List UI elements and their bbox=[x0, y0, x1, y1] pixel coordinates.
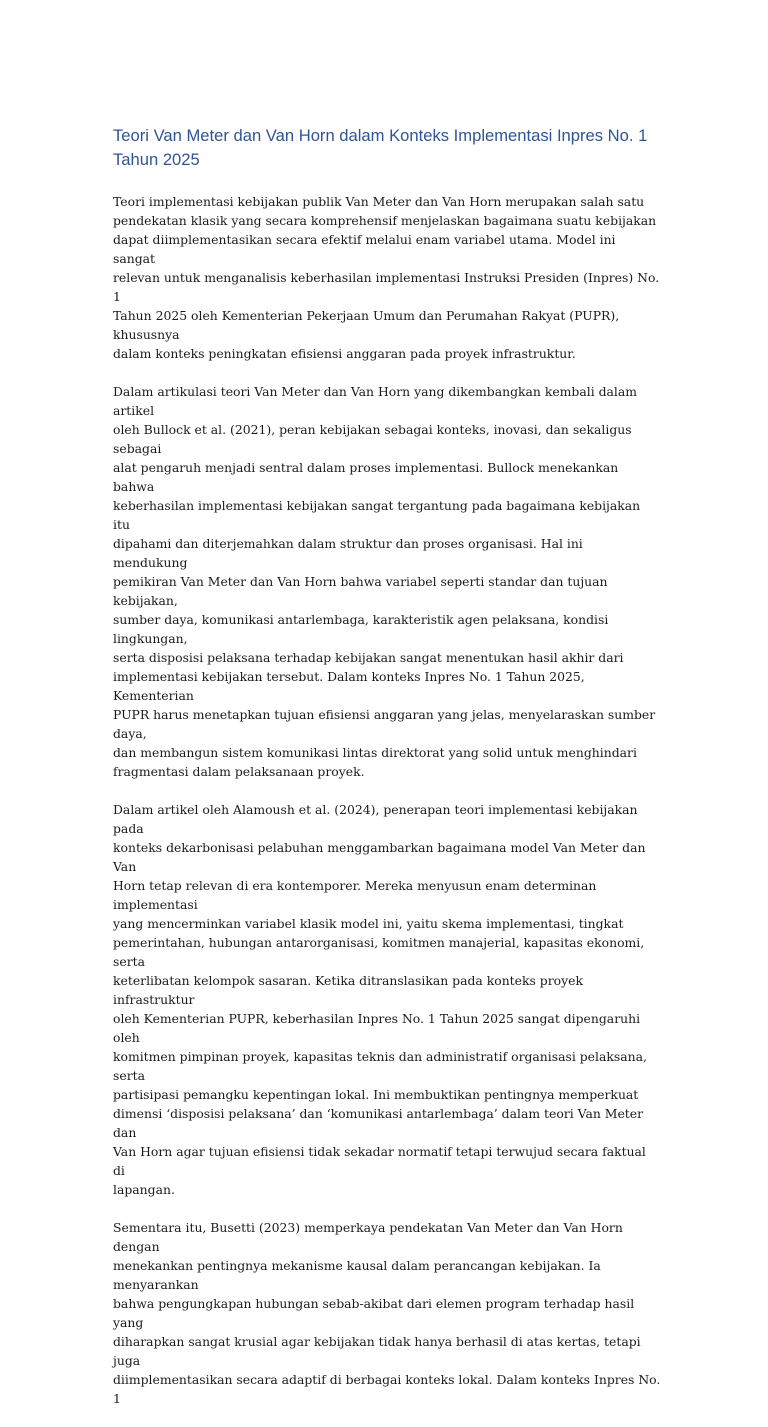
paragraph-bullock: Dalam artikulasi teori Van Meter dan Van Horn yang dikembangkan kembali dalam artikel oleh Bullock et al. (2021), peran kebijakan sebagai konteks, inovasi, dan sekaligus sebagai alat pengaruh menjadi sentral dalam proses implementasi. Bullock menekankan bahwa keberhasilan implementasi kebijakan sangat tergantung pada bagaimana kebijakan itu dipahami dan diterjemahkan dalam struktur dan proses organisasi. Hal ini mendukung pemikiran Van Meter dan Van Horn bahwa variabel seperti standar dan tujuan kebijakan, sumber daya, komunikasi antarlembaga, karakteristik agen pelaksana, kondisi lingkungan, serta disposisi pelaksana terhadap kebijakan sangat menentukan hasil akhir dari implementasi kebijakan tersebut. Dalam konteks Inpres No. 1 Tahun 2025, Kementerian PUPR harus menetapkan tujuan efisiensi anggaran yang jelas, menyelaraskan sumber daya, dan membangun sistem komunikasi lintas direktorat yang solid untuk menghindari fragmentasi dalam pelaksanaan proyek. bbox=[113, 384, 656, 779]
document-title: Teori Van Meter dan Van Horn dalam Konteks Implementasi Inpres No. 1 Tahun 2025 bbox=[113, 126, 648, 169]
paragraph-alamoush: Dalam artikel oleh Alamoush et al. (2024), penerapan teori implementasi kebijakan pada konteks dekarbonisasi pelabuhan menggambarkan bagaimana model Van Meter dan Van Horn tetap relevan di era kontemporer. Mereka menyusun enam determinan implementasi yang mencerminkan variabel klasik model ini, yaitu skema implementasi, tingkat pemerintahan, hubungan antarorganisasi, komitmen manajerial, kapasitas ekonomi, serta keterlibatan kelompok sasaran. Ketika ditranslasikan pada konteks proyek infrastruktur oleh Kementerian PUPR, keberhasilan Inpres No. 1 Tahun 2025 sangat dipengaruhi oleh komitmen pimpinan proyek, kapasitas teknis dan administratif organisasi pelaksana, serta partisipasi pemangku kepentingan lokal. Ini membuktikan pentingnya memperkuat dimensi ‘disposisi pelaksana’ dan ‘komunikasi antarlembaga’ dalam teori Van Meter dan Van Horn agar tujuan efisiensi tidak sekadar normatif tetapi terwujud secara faktual di lapangan. bbox=[113, 802, 647, 1197]
paragraph-intro: Teori implementasi kebijakan publik Van Meter dan Van Horn merupakan salah satu pendekatan klasik yang secara komprehensif menjelaskan bagaimana suatu kebijakan dapat diimplementasikan secara efektif melalui enam variabel utama. Model ini sangat relevan untuk menganalisis keberhasilan implementasi Instruksi Presiden (Inpres) No. 1 Tahun 2025 oleh Kementerian Pekerjaan Umum dan Perumahan Rakyat (PUPR), khususnya dalam konteks peningkatan efisiensi anggaran pada proyek infrastruktur. bbox=[113, 194, 660, 361]
paragraph-busetti: Sementara itu, Busetti (2023) memperkaya pendekatan Van Meter dan Van Horn dengan menekankan pentingnya mekanisme kausal dalam perancangan kebijakan. Ia menyarankan bahwa pengungkapan hubungan sebab-akibat dari elemen program terhadap hasil yang diharapkan sangat krusial agar kebijakan tidak hanya berhasil di atas kertas, tetapi juga diimplementasikan secara adaptif di berbagai konteks lokal. Dalam konteks Inpres No. 1 bbox=[113, 1220, 661, 1406]
document-body bbox=[113, 192, 661, 1427]
